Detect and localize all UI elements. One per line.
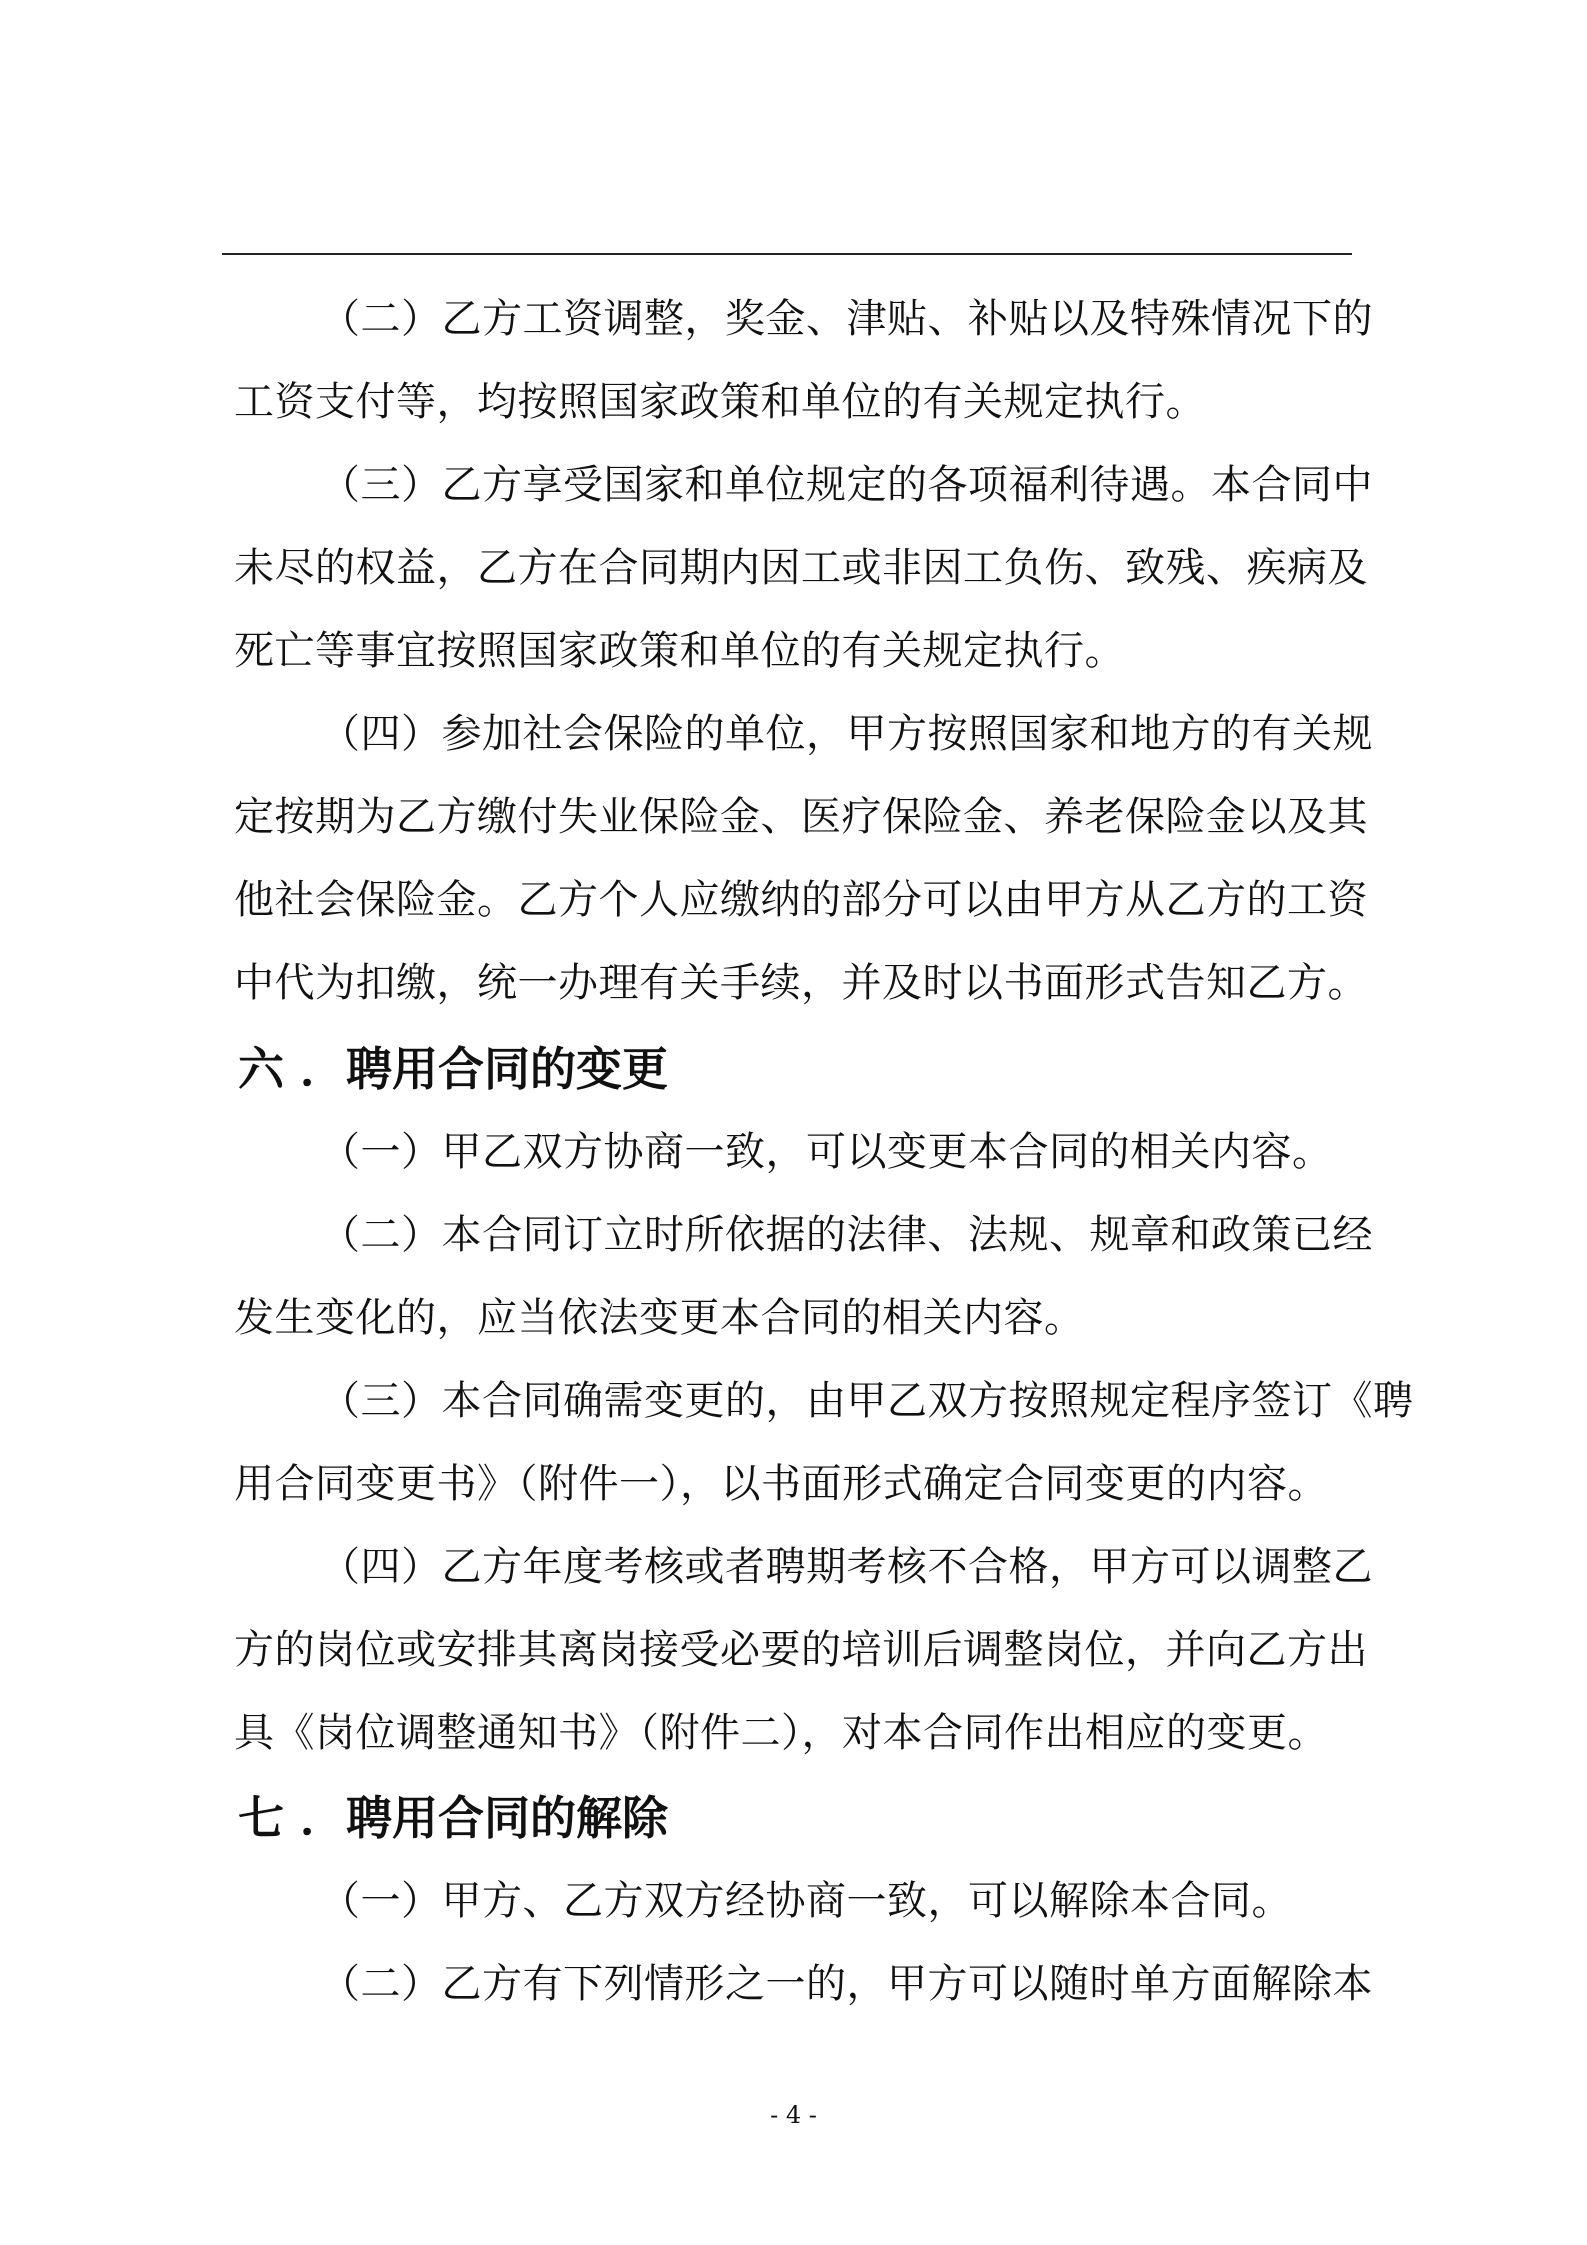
paragraph-line: （三）乙方享受国家和单位规定的各项福利待遇。本合同中 (320, 462, 1373, 508)
paragraph-line: 中代为扣缴，统一办理有关手续，并及时以书面形式告知乙方。 (234, 960, 1368, 1006)
paragraph-line: （二）乙方有下列情形之一的，甲方可以随时单方面解除本 (320, 1961, 1373, 2007)
section-heading: 七 ．聘用合同的解除 (238, 1791, 669, 1845)
paragraph-line: 具《岗位调整通知书》（附件二），对本合同作出相应的变更。 (234, 1710, 1328, 1756)
paragraph-line: 死亡等事宜按照国家政策和单位的有关规定执行。 (234, 628, 1125, 674)
paragraph-line: 方的岗位或安排其离岗接受必要的培训后调整岗位，并向乙方出 (234, 1627, 1368, 1673)
section-heading: 六 ．聘用合同的变更 (238, 1042, 669, 1096)
paragraph-line: （四）参加社会保险的单位，甲方按照国家和地方的有关规 (320, 711, 1373, 757)
paragraph-line: 用合同变更书》（附件一），以书面形式确定合同变更的内容。 (234, 1461, 1328, 1507)
paragraph-line: （四）乙方年度考核或者聘期考核不合格，甲方可以调整乙 (320, 1544, 1373, 1590)
paragraph-line: 定按期为乙方缴付失业保险金、医疗保险金、养老保险金以及其 (234, 794, 1368, 840)
paragraph-line: （二）本合同订立时所依据的法律、法规、规章和政策已经 (320, 1212, 1373, 1258)
paragraph-line: （二）乙方工资调整，奖金、津贴、补贴以及特殊情况下的 (320, 296, 1373, 342)
header-rule (222, 253, 1352, 255)
paragraph-line: 发生变化的，应当依法变更本合同的相关内容。 (234, 1295, 1085, 1341)
paragraph-line: 工资支付等，均按照国家政策和单位的有关规定执行。 (234, 379, 1206, 425)
page-number: - 4 - (770, 2101, 817, 2129)
paragraph-line: （一）甲乙双方协商一致，可以变更本合同的相关内容。 (320, 1129, 1333, 1175)
paragraph-line: 他社会保险金。乙方个人应缴纳的部分可以由甲方从乙方的工资 (234, 877, 1368, 923)
paragraph-line: （一）甲方、乙方双方经协商一致，可以解除本合同。 (320, 1878, 1292, 1924)
paragraph-line: 未尽的权益，乙方在合同期内因工或非因工负伤、致残、疾病及 (234, 545, 1368, 591)
paragraph-line: （三）本合同确需变更的，由甲乙双方按照规定程序签订《聘 (320, 1378, 1414, 1424)
